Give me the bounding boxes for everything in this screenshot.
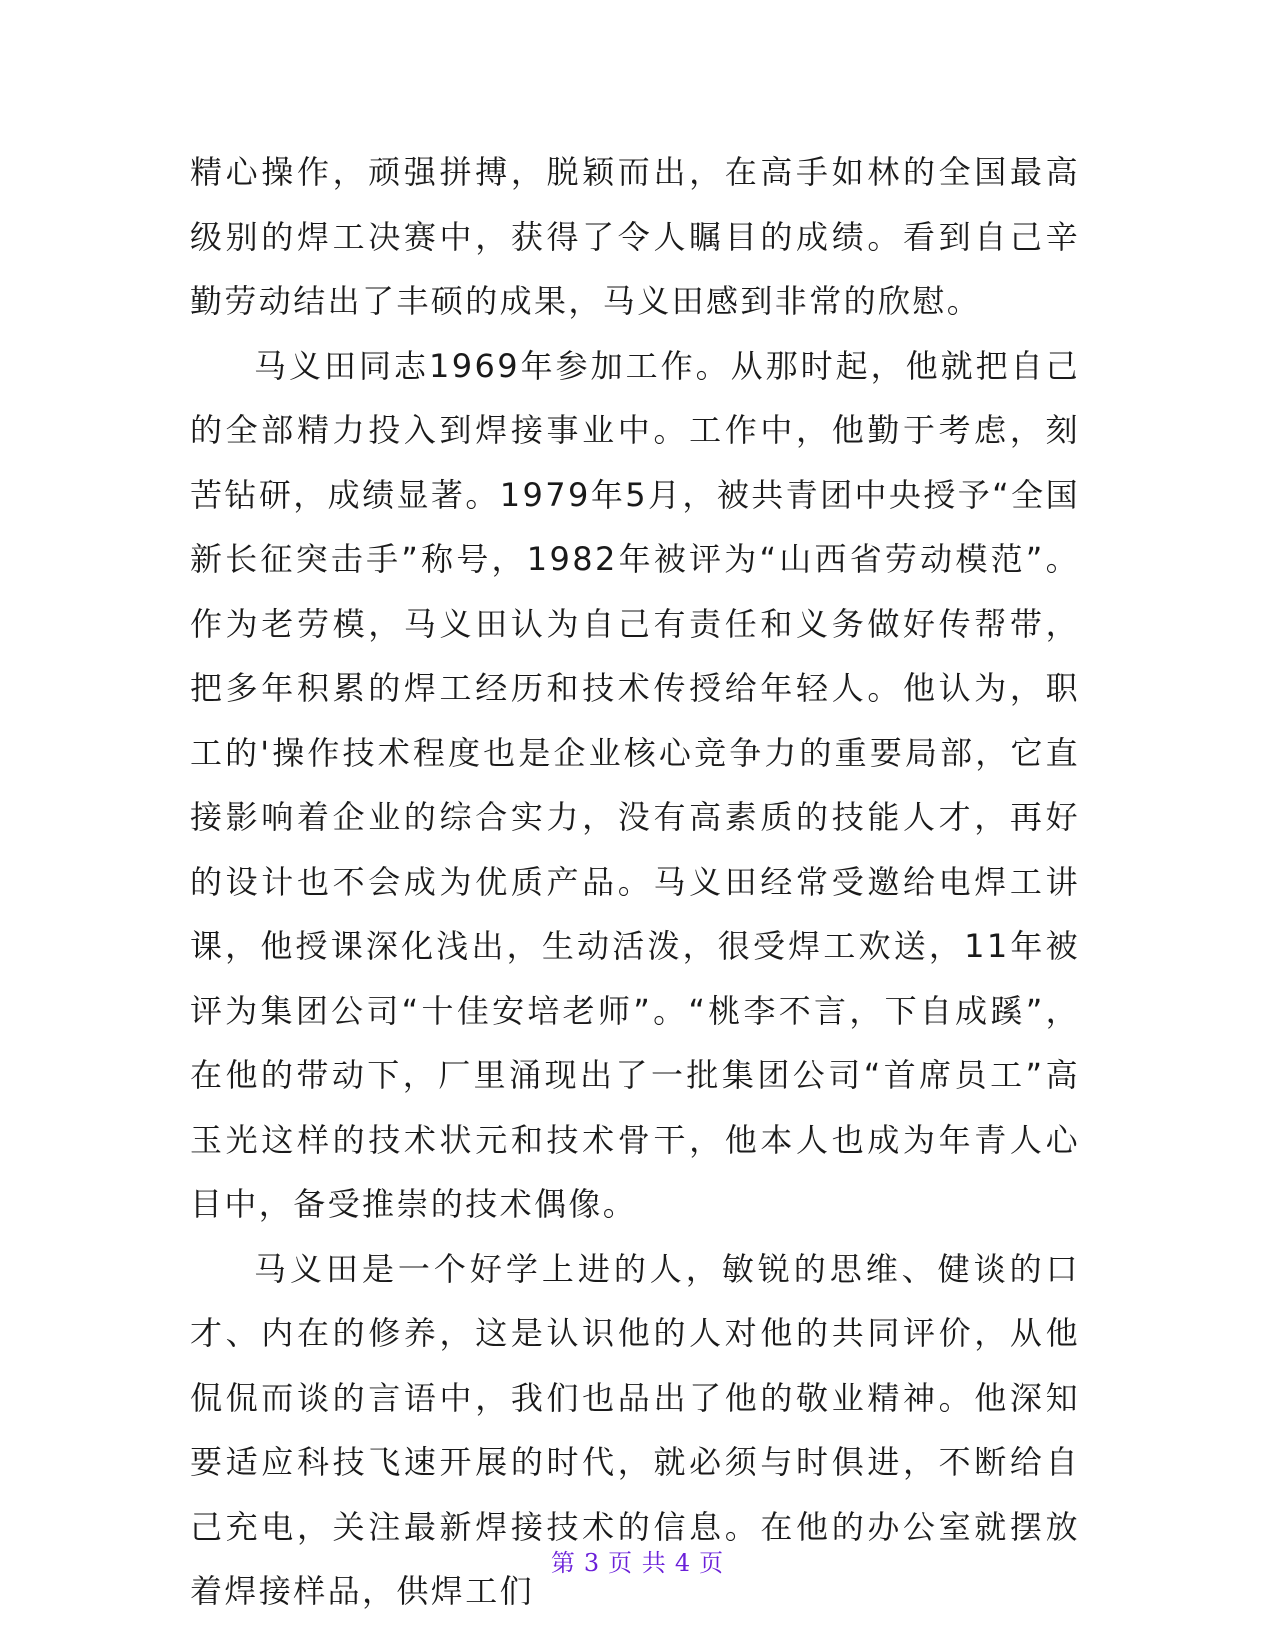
paragraph-continuation: 精心操作，顽强拼搏，脱颖而出，在高手如林的全国最高级别的焊工决赛中，获得了令人瞩目的成绩。看到自己辛勤劳动结出了丰硕的成果，马义田感到非常的欣慰。 xyxy=(190,153,1080,320)
footer-suffix: 页 xyxy=(699,1549,725,1577)
current-page-number: 3 xyxy=(583,1549,601,1577)
page-number-footer xyxy=(0,1543,1275,1578)
document-body xyxy=(190,140,1080,1624)
footer-middle: 页 共 xyxy=(608,1549,667,1577)
footer-prefix: 第 xyxy=(550,1549,576,1577)
paragraph-career: 马义田同志1969年参加工作。从那时起，他就把自己的全部精力投入到焊接事业中。工作中，他勤于考虑，刻苦钻研，成绩显著。1979年5月，被共青团中央授予“全国新长征突击手”称号，1982年被评为“山西省劳动模范”。作为老劳模，马义田认为自己有责任和义务做好传帮带，把多年积累的焊工经历和技术传授给年轻人。他认为，职工的'操作技术程度也是企业核心竞争力的重要局部，它直接影响着企业的综合实力，没有高素质的技能人才，再好的设计也不会成为优质产品。马义田经常受邀给电焊工讲课，他授课深化浅出，生动活泼，很受焊工欢送，11年被评为集团公司“十佳安培老师”。“桃李不言，下自成蹊”，在他的带动下，厂里涌现出了一批集团公司“首席员工”高玉光这样的技术状元和技术骨干，他本人也成为年青人心目中，备受推崇的技术偶像。 xyxy=(190,346,1080,1223)
paragraph-learning: 马义田是一个好学上进的人，敏锐的思维、健谈的口才、内在的修养，这是认识他的人对他的共同评价，从他侃侃而谈的言语中，我们也品出了他的敬业精神。他深知要适应科技飞速开展的时代，就必须与时俱进，不断给自己充电，关注最新焊接技术的信息。在他的办公室就摆放着焊接样品，供焊工们 xyxy=(190,1249,1080,1610)
total-pages-number: 4 xyxy=(674,1549,692,1577)
